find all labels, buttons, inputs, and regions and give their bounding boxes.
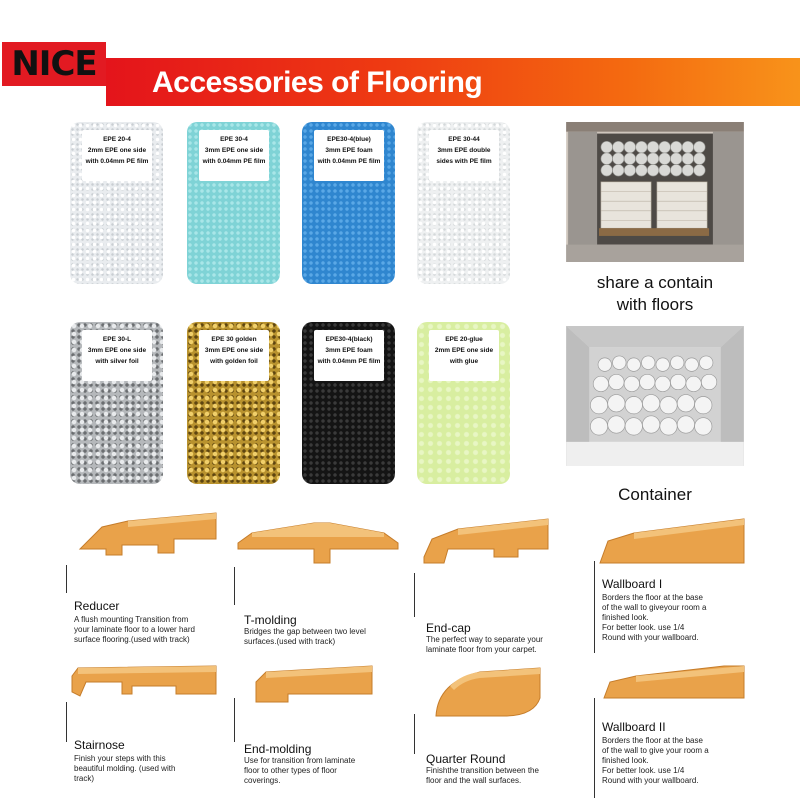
sample-label: EPE 30-L 3mm EPE one side with silver foil (82, 330, 152, 381)
sample-label: EPE 20-4 2mm EPE one side with 0.04mm PE film (82, 130, 152, 181)
sample-label: EPE 30-44 3mm EPE double sides with PE film (429, 130, 499, 181)
molding-title: Stairnose (74, 738, 125, 752)
container-caption: Container (618, 485, 692, 504)
page-title: Accessories of Flooring (152, 66, 483, 99)
molding-desc: Borders the floor at the base of the wall to give your room a finished look. For better look. use 1/4 Round with your wallboard. (602, 736, 709, 785)
molding-wallboard-2 (594, 658, 794, 800)
truck-photo-panel (563, 122, 747, 322)
stairnose-profile (66, 658, 236, 718)
sample-label: EPE 30-4 3mm EPE one side with 0.04mm PE film (199, 130, 269, 181)
logo-text: NICE (11, 44, 97, 84)
sample-label: EPE 20-glue 2mm EPE one side with glue (429, 330, 499, 381)
truck-container-photo (563, 122, 747, 262)
molding-desc: Borders the floor at the base of the wall to giveyour room a finished look. For better look. use 1/4 Round with your wallboard. (602, 593, 707, 642)
end-cap-profile (414, 505, 594, 585)
sample-label: EPE30-4(blue) 3mm EPE foam with 0.04mm PE film (314, 130, 384, 181)
molding-desc: The perfect way to separate your laminate floor from your carpet. (426, 635, 543, 654)
molding-end-molding (234, 658, 414, 800)
molding-title: T-molding (244, 613, 297, 627)
molding-title: Wallboard II (602, 720, 666, 734)
molding-desc: Finishthe transition between the floor and the wall surfaces. (426, 766, 539, 785)
sample-label: EPE30-4(black) 3mm EPE foam with 0.04mm PE film (314, 330, 384, 381)
molding-desc: Use for transition from laminate floor to other types of floor coverings. (244, 756, 356, 785)
molding-title: End-molding (244, 742, 312, 756)
molding-title: End-cap (426, 621, 471, 635)
sample-epe-20-4 (70, 122, 163, 284)
molding-title: Wallboard I (602, 577, 663, 591)
sample-epe-30-golden (187, 322, 280, 484)
t-molding-profile (234, 505, 414, 575)
sample-epe-30-44 (417, 122, 510, 284)
molding-title: Quarter Round (426, 752, 506, 766)
sample-epe30-4-blue (302, 122, 395, 284)
share-caption: share a contain with floors (596, 273, 714, 314)
sample-epe-30-l (70, 322, 163, 484)
page-header (0, 0, 800, 110)
title-banner (106, 58, 800, 106)
end-molding-profile (234, 658, 414, 718)
molding-desc: Finish your steps with this beautiful molding. (used with track) (74, 754, 176, 783)
molding-desc: A flush mounting Transition from your laminate floor to a lower hard surface flooring.(used with track) (74, 615, 195, 644)
wallboard-2-profile (594, 658, 794, 718)
sample-epe-30-4 (187, 122, 280, 284)
molding-reducer (66, 505, 236, 655)
wallboard-1-profile (594, 505, 794, 575)
molding-wallboard-1 (594, 505, 794, 655)
sample-label: EPE 30 golden 3mm EPE one side with golden foil (199, 330, 269, 381)
molding-stairnose (66, 658, 236, 800)
molding-t (234, 505, 414, 655)
molding-end-cap (414, 505, 594, 655)
quarter-round-profile (414, 658, 594, 728)
container-photo-panel (563, 326, 747, 506)
molding-title: Reducer (74, 599, 120, 613)
nice-logo (2, 42, 106, 86)
sample-epe30-4-black (302, 322, 395, 484)
molding-desc: Bridges the gap between two level surfaces.(used with track) (244, 627, 366, 646)
sample-epe-20-glue (417, 322, 510, 484)
container-rolls-photo (563, 326, 747, 466)
reducer-profile (66, 505, 236, 575)
molding-quarter-round (414, 658, 594, 800)
